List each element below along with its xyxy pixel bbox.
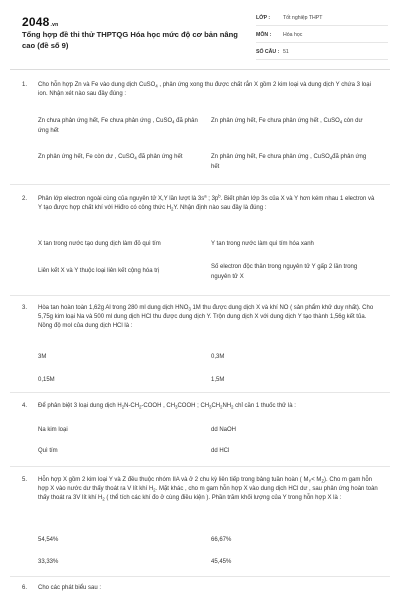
meta-row-subject	[256, 30, 388, 43]
answer-option[interactable]: 33,33%	[38, 559, 59, 565]
answer-option[interactable]: dd HCl	[211, 448, 230, 454]
question-text: Cho các phát biểu sau :	[38, 585, 102, 591]
question-text: Cho hỗn hợp Zn và Fe vào dung dịch CuSO$_4$ , phản ứng xong thu được chất rắn X gồm 2 kim loại và dung dịch Y chứa 3 loại ion. Nhận xét nào sau đây đúng :	[38, 82, 371, 97]
answer-option[interactable]: Số electron độc thân trong nguyên tử Y gấp 2 lần trong nguyên tử X	[211, 264, 358, 280]
answer-option[interactable]: 1,5M	[211, 377, 225, 383]
page-header	[0, 0, 400, 62]
question-divider	[10, 184, 390, 185]
meta-key: SỐ CÂU :	[256, 49, 280, 55]
meta-row-class	[256, 13, 388, 26]
question-text: Hỗn hợp X gồm 2 kim loại Y và Z đều thuộc nhóm IIA và ở 2 chu kỳ liên tiếp trong bảng tuần hoàn ( $M_Y< M_Z$). Cho m gam hỗn hợp X vào nước dư thấy thoát ra V lít khí $H_2$. Mặt khác , cho m gam hỗn hợp X vào dung dịch HCl dư , sau phản ứng hoàn toàn thấy thoát ra 3V lít khí $H_2$ ( thể tích các khí đo ở cùng điều kiện ). Phần trăm khối lượng của Y trong hỗn hợp X là :	[38, 477, 378, 502]
meta-value: Hóa học	[283, 32, 303, 38]
answer-option[interactable]: 3M	[38, 354, 47, 360]
answer-option[interactable]: Liên kết X và Y thuộc loại liên kết cộng hóa trị	[38, 268, 160, 274]
question-number: 6.	[22, 585, 28, 591]
question-number: 3.	[22, 305, 28, 311]
meta-key: LỚP :	[256, 15, 271, 21]
answer-option[interactable]: Zn chưa phản ứng hết, Fe chưa phản ứng , CuSO$_4$ đã phản ứng hết	[38, 118, 198, 134]
answer-option[interactable]: X tan trong nước tạo dung dịch làm đỏ quì tím	[38, 241, 161, 247]
question-divider	[10, 392, 390, 393]
answer-option[interactable]: Y tan trong nước làm quì tím hóa xanh	[211, 241, 314, 247]
meta-row-count	[256, 47, 388, 60]
header-divider	[10, 69, 390, 70]
question-text: Phân lớp electron ngoài cùng của nguyên tử X,Y lần lượt là $3s^a$ ; $3p^b$. Biết phân lớp 3s của X và Y hơn kém nhau 1 electron và Y tạo được hợp chất khí với Hiđro có công thức $H_2Y$. Nhận định nào sau đây là đúng :	[38, 193, 375, 212]
answer-option[interactable]: Zn phản ứng hết, Fe còn dư , CuSO$_4$ đã phản ứng hết	[38, 154, 183, 161]
meta-value: Tốt nghiệp THPT	[283, 15, 323, 21]
answer-option[interactable]: dd NaOH	[211, 427, 237, 433]
meta-key: MÔN :	[256, 32, 272, 38]
answer-option[interactable]: Na kim loại	[38, 427, 68, 433]
answer-option[interactable]: Quì tím	[38, 448, 58, 454]
quiz-meta	[256, 13, 388, 64]
question-text: Để phân biệt 3 loại dung dịch $H_2N-CH_2$-COOH , $CH_3COOH$ ; $CH_3CH_2NH_2$ chỉ cần 1 thuốc thử là :	[38, 403, 296, 410]
page-title: Tổng hợp đề thi thử THPTQG Hóa học mức độ cơ bản nâng cao (đề số 9)	[22, 30, 238, 50]
question-divider	[10, 576, 390, 577]
answer-option[interactable]: 0,15M	[38, 377, 55, 383]
answer-option[interactable]: 45,45%	[211, 559, 232, 565]
answer-option[interactable]: 54,54%	[38, 537, 59, 543]
site-logo[interactable]: 2048.vn	[22, 15, 59, 29]
question-number: 1.	[22, 82, 28, 88]
question-number: 4.	[22, 403, 28, 409]
question-text: Hòa tan hoàn toàn 1,62g Al trong 280 ml dung dịch $HNO_3$ 1M thu được dung dịch X và khí NO ( sản phẩm khử duy nhất). Cho 5,75g kim loại Na và 500 ml dung dịch HCl thu được dung dịch Y. Trộn dung dịch X với dung dịch Y tạo thành 1,56g kết tủa. Nồng độ mol của dung dịch HCl là :	[38, 305, 374, 329]
answer-option[interactable]: Zn phản ứng hết, Fe chưa phản ứng hết , CuSO$_4$ còn dư	[211, 118, 363, 125]
answer-option[interactable]: 66,67%	[211, 537, 232, 543]
answer-option[interactable]: Zn phản ứng hết, Fe chưa phản ứng , CuSO$_4$đã phản ứng hết	[211, 154, 367, 170]
question-number: 5.	[22, 477, 28, 483]
question-divider	[10, 295, 390, 296]
meta-value: 51	[283, 49, 289, 55]
question-divider	[10, 466, 390, 467]
question-number: 2.	[22, 196, 28, 202]
answer-option[interactable]: 0,3M	[211, 354, 225, 360]
